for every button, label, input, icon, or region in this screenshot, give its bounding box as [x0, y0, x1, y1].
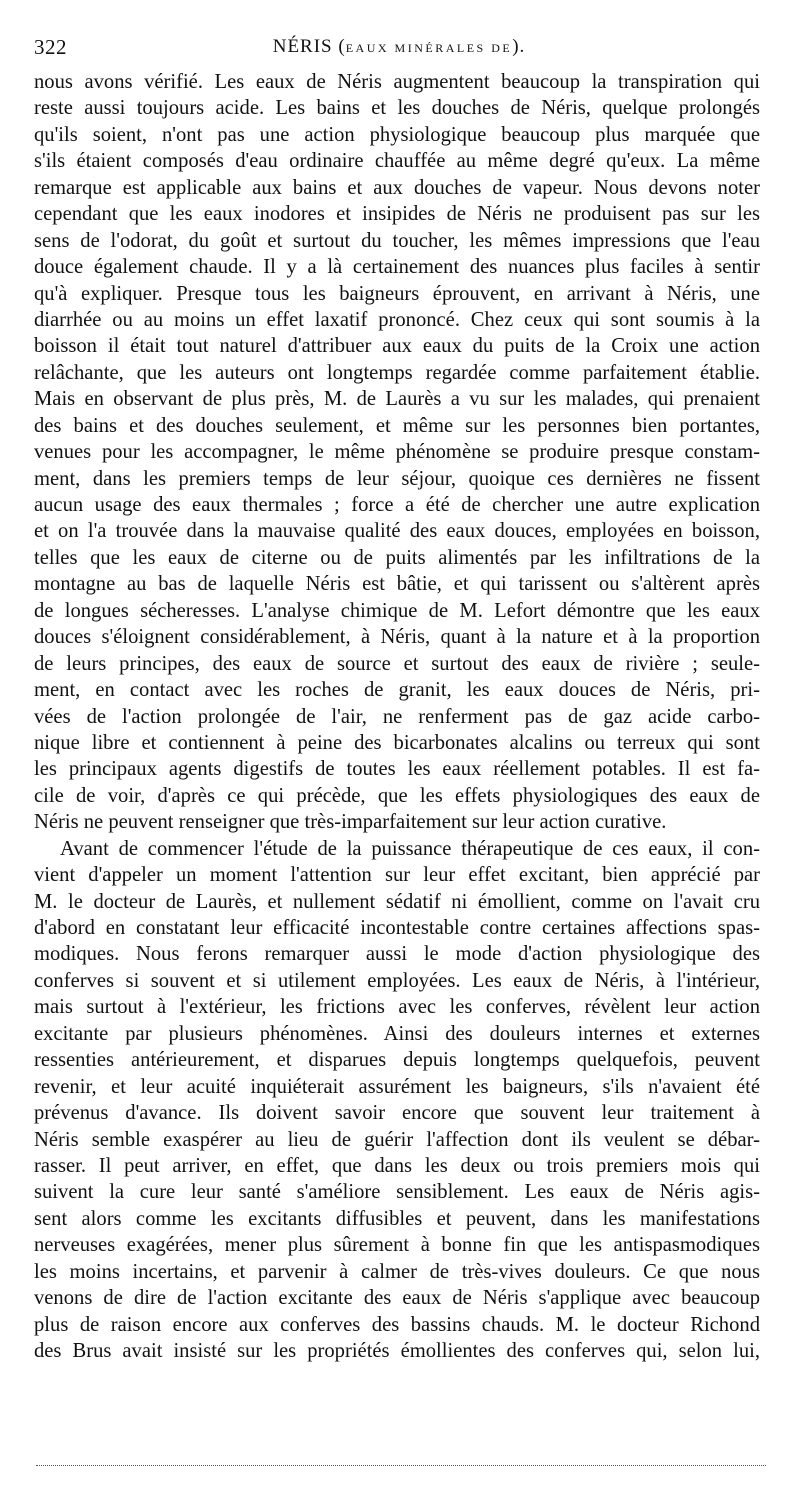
text-line: venons de dire de l'action excitante des eaux de Néris s'applique avec beaucoup [34, 1287, 760, 1310]
text-line: cependant que les eaux inodores et insipides de Néris ne produisent pas sur les [34, 203, 760, 226]
text-line: Mais en observant de plus près, M. de Laurès a vu sur les malades, qui prenaient [34, 388, 760, 411]
text-line: montagne au bas de laquelle Néris est bâtie, et qui tarissent ou s'altèrent après [34, 573, 760, 596]
page-number: 322 [34, 35, 67, 59]
text-line: venues pour les accompagner, le même phénomène se produire presque constam- [34, 441, 760, 464]
running-title-close: ). [512, 36, 526, 57]
text-line: telles que les eaux de citerne ou de puits alimentés par les infiltrations de la [34, 546, 760, 569]
text-line: Néris semble exaspérer au lieu de guérir l'affection dont ils veulent se débar- [34, 1128, 760, 1151]
text-line: cile de voir, d'après ce qui précède, que les effets physiologiques des eaux de [34, 784, 760, 807]
text-line: et on l'a trouvée dans la mauvaise qualité des eaux douces, employées en boisson, [34, 520, 760, 543]
text-line: qu'ils soient, n'ont pas une action physiologique beaucoup plus marquée que [34, 123, 760, 146]
text-line: boisson il était tout naturel d'attribuer aux eaux du puits de la Croix une action [34, 335, 760, 358]
text-line: d'abord en constatant leur efficacité incontestable contre certaines affections spas- [34, 917, 760, 939]
body-text [34, 69, 760, 1364]
text-line: excitante par plusieurs phénomènes. Ainsi des douleurs internes et externes [34, 1022, 760, 1045]
text-line: sens de l'odorat, du goût et surtout du toucher, les mêmes impressions que l'eau [34, 229, 760, 252]
text-line: revenir, et leur acuité inquiéterait assurément les baigneurs, s'ils n'avaient été [34, 1075, 760, 1098]
text-line: nous avons vérifié. Les eaux de Néris augmentent beaucoup la transpiration qui [34, 71, 760, 93]
footer-rule [36, 1465, 766, 1466]
text-line: M. le docteur de Laurès, et nullement sédatif ni émollient, comme on l'avait cru [34, 890, 760, 913]
text-line: relâchante, que les auteurs ont longtemps regardée comme parfaitement établie. [34, 361, 760, 384]
text-line: plus de raison encore aux conferves des bassins chauds. M. le docteur Richond [34, 1313, 760, 1336]
text-line: mais surtout à l'extérieur, les frictions avec les conferves, révèlent leur action [34, 996, 760, 1019]
text-line: rasser. Il peut arriver, en effet, que dans les deux ou trois premiers mois qui [34, 1154, 760, 1177]
text-line: sent alors comme les excitants diffusibles et peuvent, dans les manifestations [34, 1207, 760, 1230]
text-line: reste aussi toujours acide. Les bains et les douches de Néris, quelque prolongés [34, 97, 760, 120]
text-line: remarque est applicable aux bains et aux douches de vapeur. Nous devons noter [34, 176, 760, 199]
text-line: nerveuses exagérées, mener plus sûrement à bonne fin que les antispasmodiques [34, 1234, 760, 1257]
text-line: suivent la cure leur santé s'améliore sensiblement. Les eaux de Néris agis- [34, 1181, 760, 1204]
text-line: des bains et des douches seulement, et même sur les personnes bien portantes, [34, 414, 760, 437]
text-line: conferves si souvent et si utilement employées. Les eaux de Néris, à l'intérieur, [34, 969, 760, 992]
text-line: les principaux agents digestifs de toutes les eaux réellement potables. Il est fa- [34, 758, 760, 781]
text-line: qu'à expliquer. Presque tous les baigneurs éprouvent, en arrivant à Néris, une [34, 282, 760, 305]
running-title-main: NÉRIS ( [272, 36, 346, 57]
text-line: de leurs principes, des eaux de source et surtout des eaux de rivière ; seule- [34, 652, 760, 675]
text-line: les moins incertains, et parvenir à calmer de très-vives douleurs. Ce que nous [34, 1260, 760, 1283]
text-line: aucun usage des eaux thermales ; force a été de chercher une autre explication [34, 494, 760, 516]
text-line: ressenties antérieurement, et disparues depuis longtemps quelquefois, peuvent [34, 1049, 760, 1072]
text-line: diarrhée ou au moins un effet laxatif prononcé. Chez ceux qui sont soumis à la [34, 308, 760, 331]
running-title-smallcaps: EAUX MINÉRALES DE [345, 41, 513, 55]
text-line: prévenus d'avance. Ils doivent savoir encore que souvent leur traitement à [34, 1102, 760, 1125]
text-line: nique libre et contiennent à peine des bicarbonates alcalins ou terreux qui sont [34, 731, 760, 754]
text-line: des Brus avait insisté sur les propriétés émollientes des conferves qui, selon lui, [34, 1340, 760, 1362]
text-line: douces s'éloignent considérablement, à Néris, quant à la nature et à la proportion [34, 626, 760, 649]
text-line: vient d'appeler un moment l'attention sur leur effet excitant, bien apprécié par [34, 864, 760, 887]
text-line: douce également chaude. Il y a là certainement des nuances plus faciles à sentir [34, 256, 760, 279]
text-line: ment, en contact avec les roches de granit, les eaux douces de Néris, pri- [34, 679, 760, 702]
running-title [34, 30, 764, 65]
text-line: ment, dans les premiers temps de leur séjour, quoique ces dernières ne fissent [34, 467, 760, 490]
text-line: s'ils étaient composés d'eau ordinaire chauffée au même degré qu'eux. La même [34, 150, 760, 173]
text-line: vées de l'action prolongée de l'air, ne renferment pas de gaz acide carbo- [34, 705, 760, 728]
text-line: Néris ne peuvent renseigner que très-imparfaitement sur leur action curative. [34, 811, 667, 834]
text-line: Avant de commencer l'étude de la puissance thérapeutique de ces eaux, il con- [60, 837, 760, 860]
running-header [34, 30, 764, 64]
text-line: modiques. Nous ferons remarquer aussi le mode d'action physiologique des [34, 943, 760, 966]
text-line: de longues sécheresses. L'analyse chimique de M. Lefort démontre que les eaux [34, 599, 760, 622]
